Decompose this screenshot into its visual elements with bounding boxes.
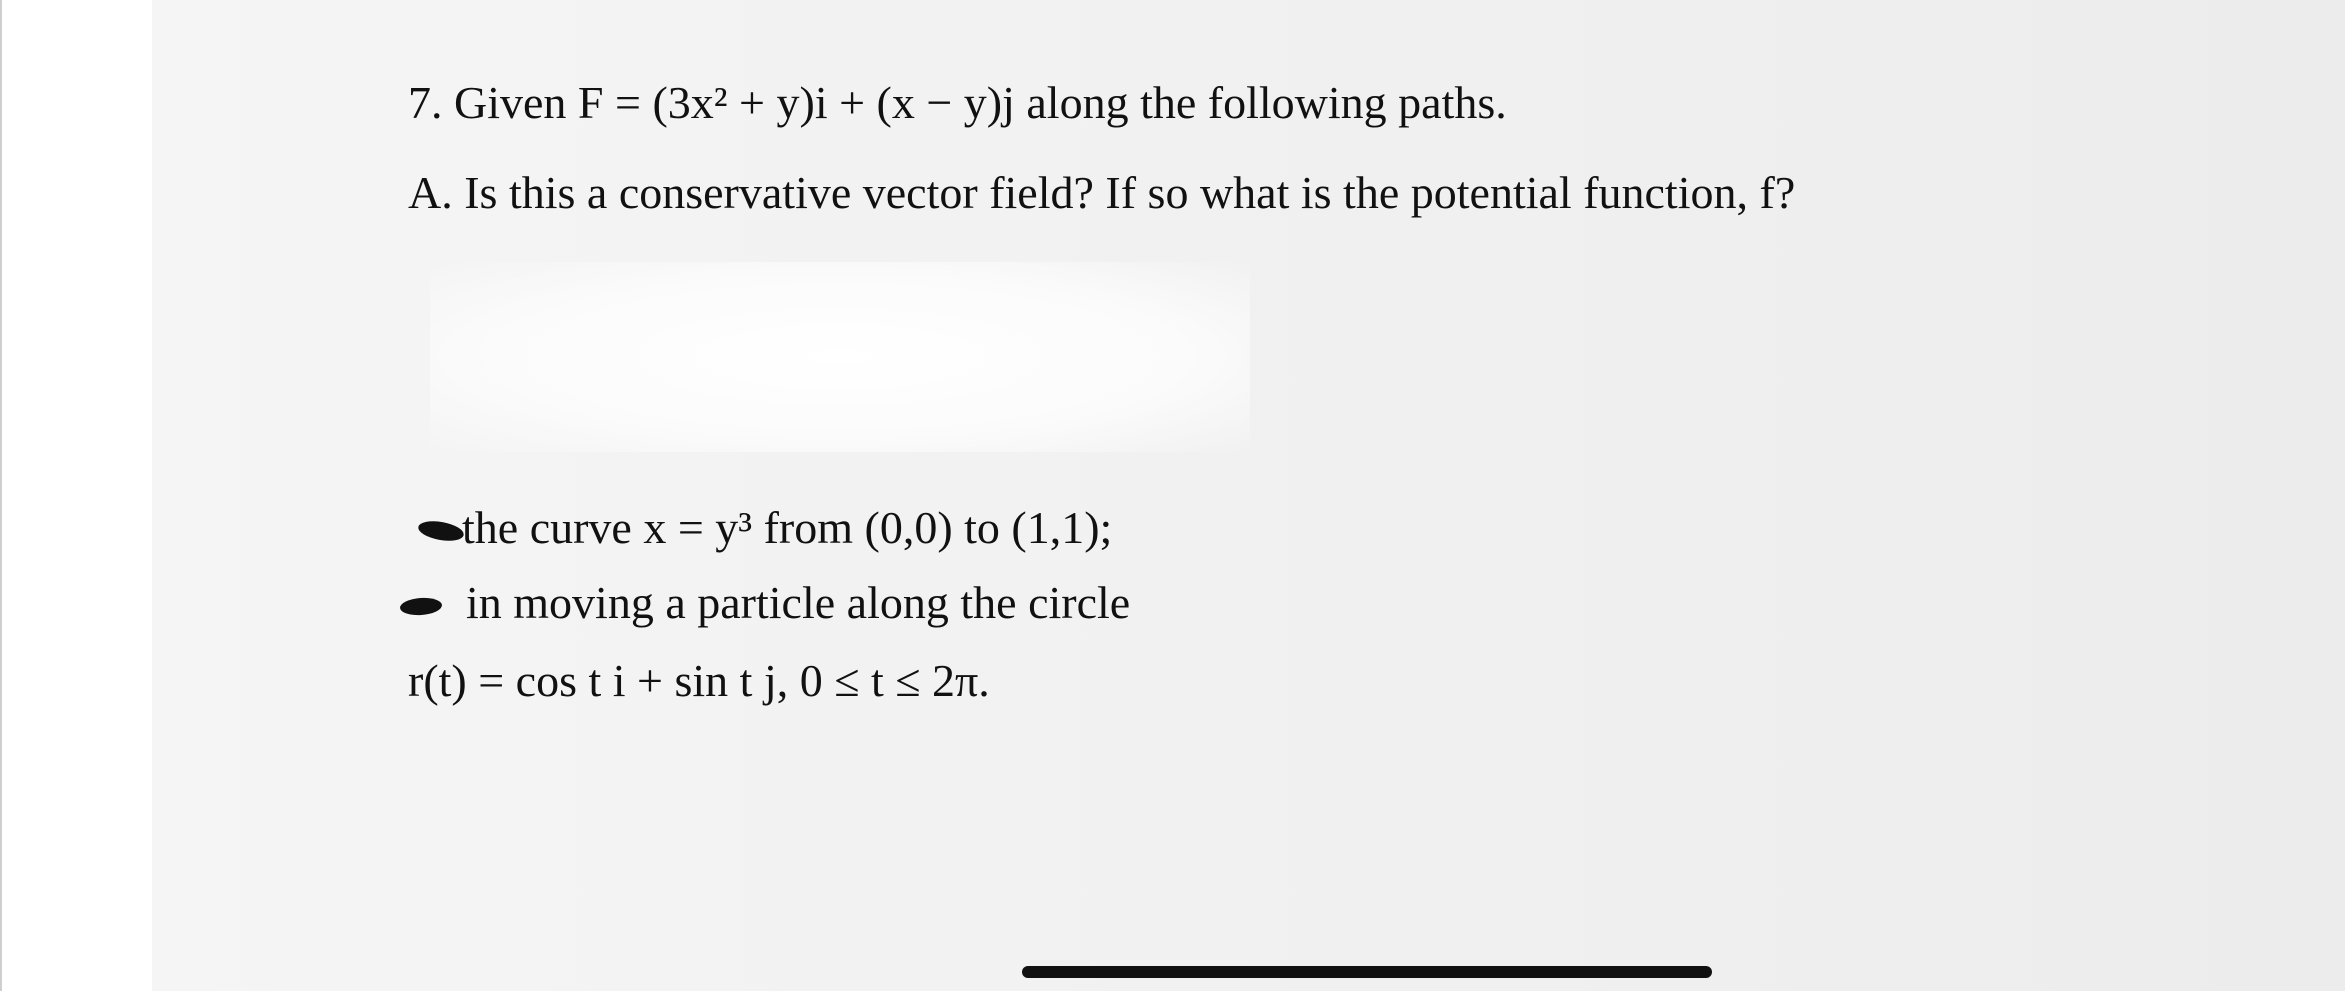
path-2-circle: in moving a particle along the circle <box>466 577 1131 628</box>
home-indicator-bar[interactable] <box>1022 966 1712 978</box>
left-margin <box>0 0 152 991</box>
path-2-parametrization: r(t) = cos t i + sin t j, 0 ≤ t ≤ 2π. <box>408 655 990 706</box>
worksheet-paper <box>152 0 2345 991</box>
erased-area <box>430 262 1250 452</box>
path-1-curve: the curve x = y³ from (0,0) to (1,1); <box>462 502 1113 553</box>
question-7-statement: 7. Given F = (3x² + y)i + (x − y)j along the following paths. <box>408 77 1507 128</box>
part-a-question: A. Is this a conservative vector field? If so what is the potential function, f? <box>408 167 1796 218</box>
